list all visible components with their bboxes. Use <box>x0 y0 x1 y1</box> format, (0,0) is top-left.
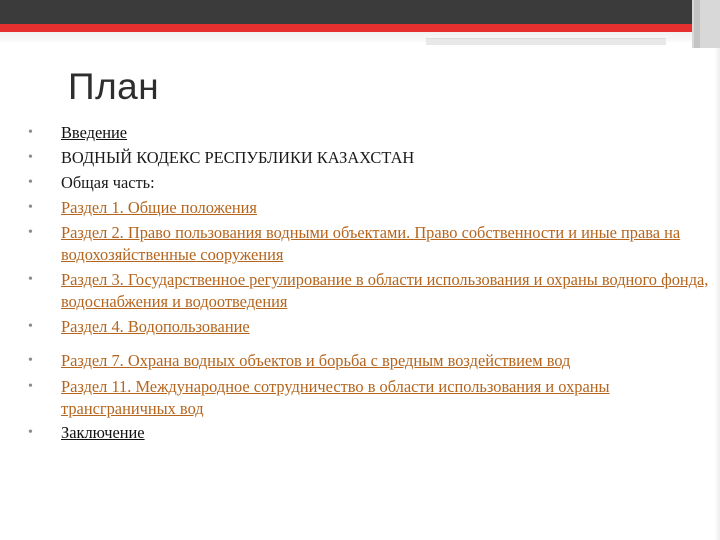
link-section-2[interactable]: Раздел 2. Право пользования водными объектами. Право собственности и иные права на водохозяйственные сооружения <box>61 223 681 264</box>
bullet-icon: • <box>28 319 33 334</box>
outline-item-code-title <box>28 147 718 169</box>
link-section-4[interactable]: Раздел 4. Водопользование <box>61 317 250 336</box>
outline-item-section-3 <box>28 269 718 313</box>
link-section-3[interactable]: Раздел 3. Государственное регулирование в области использования и охраны водного фонда, водоснабжения и водоотведения <box>61 270 709 311</box>
outline-item-conclusion <box>28 422 718 444</box>
bullet-icon: • <box>28 272 33 287</box>
bullet-icon: • <box>28 200 33 215</box>
corner-stripe <box>694 0 700 48</box>
outline-item-section-11 <box>28 376 718 420</box>
outline-item-section-7 <box>28 350 718 372</box>
bullet-icon: • <box>28 150 33 165</box>
bullet-icon: • <box>28 125 33 140</box>
link-section-11[interactable]: Раздел 11. Международное сотрудничество в области использования и охраны трансграничных вод <box>61 377 610 418</box>
top-light-accent <box>426 38 666 45</box>
outline-item-general-part <box>28 172 718 194</box>
outline-item-section-1 <box>28 197 718 219</box>
top-red-stripe <box>0 24 720 32</box>
slide-title: План <box>68 66 160 107</box>
outline-list <box>28 120 718 444</box>
link-section-7[interactable]: Раздел 7. Охрана водных объектов и борьба с вредным воздействием вод <box>61 351 571 370</box>
outline-item-section-4 <box>28 316 718 338</box>
bullet-icon: • <box>28 353 33 368</box>
outline-item-section-2 <box>28 222 718 266</box>
bullet-icon: • <box>28 225 33 240</box>
outline-item-introduction <box>28 122 718 144</box>
bullet-icon: • <box>28 175 33 190</box>
link-conclusion[interactable]: Заключение <box>61 423 145 442</box>
link-introduction[interactable]: Введение <box>61 123 128 142</box>
top-dark-bar <box>0 0 720 24</box>
code-title-text: ВОДНЫЙ КОДЕКС РЕСПУБЛИКИ КАЗАХСТАН <box>61 148 415 167</box>
bullet-icon: • <box>28 379 33 394</box>
bullet-icon: • <box>28 425 33 440</box>
link-section-1[interactable]: Раздел 1. Общие положения <box>61 198 257 217</box>
general-part-text: Общая часть: <box>61 173 155 192</box>
